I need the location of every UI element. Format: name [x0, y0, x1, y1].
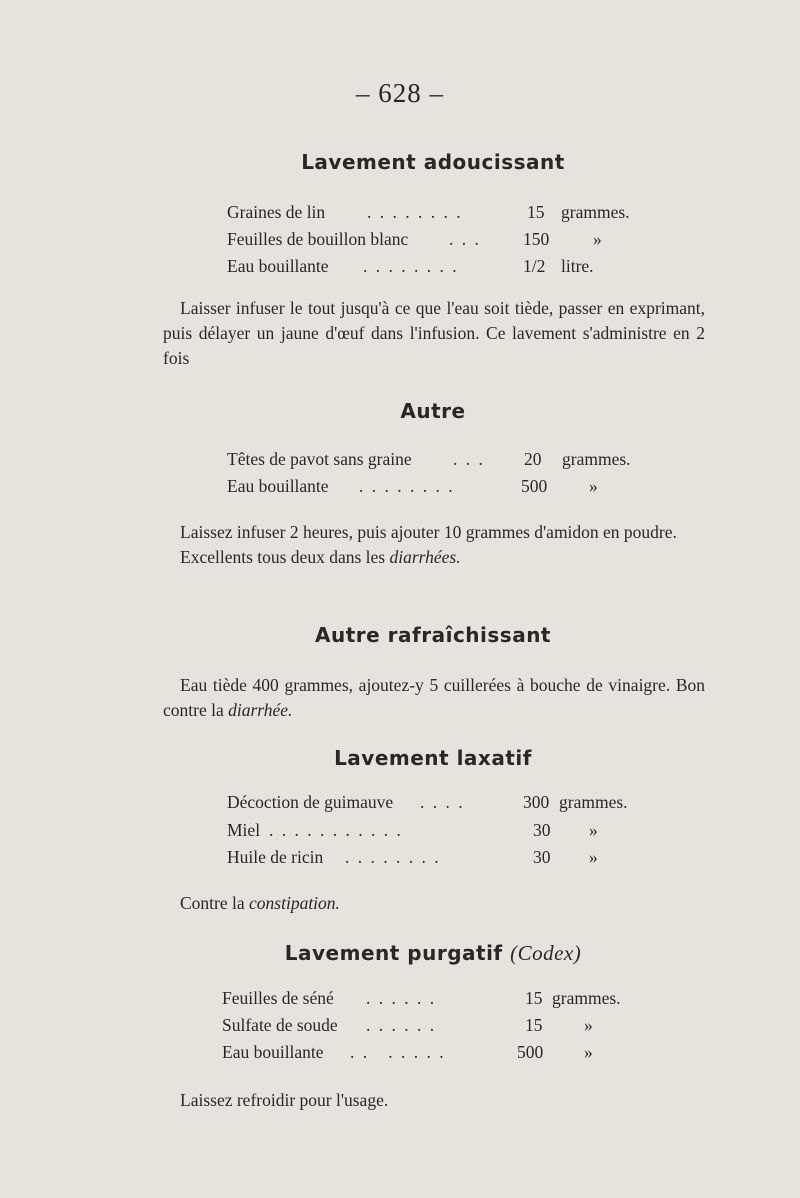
instruction-paragraph: [163, 1088, 705, 1113]
instruction-text: Contre la: [180, 893, 250, 913]
instruction-text: Laissez refroidir pour l'usage.: [180, 1090, 389, 1110]
condition-term: constipation.: [249, 893, 340, 913]
section-heading: [0, 941, 800, 966]
ingredient-unit: grammes.: [561, 202, 630, 222]
ingredient-quantity: 30: [533, 820, 551, 840]
ingredient-unit: litre.: [561, 256, 594, 276]
ingredient-quantity: 30: [533, 847, 551, 867]
section-heading-source: (Codex): [510, 941, 582, 965]
ingredient-name: Miel: [227, 820, 261, 840]
leader-dots: . . . . . . . .: [359, 476, 455, 496]
ingredient-name: Décoction de guimauve: [227, 792, 394, 812]
leader-dots: . . .: [453, 449, 485, 469]
ingredient-name: Eau bouillante: [222, 1042, 324, 1062]
ingredient-quantity: 20: [524, 449, 542, 469]
ingredient-unit: »: [593, 229, 602, 249]
leader-dots: . . . . . . . .: [367, 202, 463, 222]
condition-term: diarrhée.: [228, 700, 293, 720]
instruction-text: Eau tiède 400 grammes, ajoutez-y 5 cuillerées à bouche de vinaigre. Bon contre la: [163, 675, 705, 720]
ingredient-quantity: 15: [525, 1015, 543, 1035]
condition-term: diarrhées.: [389, 547, 461, 567]
ingredient-unit: »: [589, 476, 598, 496]
ingredient-name: Feuilles de séné: [222, 988, 334, 1008]
ingredient-quantity: 15: [525, 988, 543, 1008]
ingredient-unit: grammes.: [552, 988, 621, 1008]
section-heading: Autre: [400, 399, 466, 423]
ingredient-quantity: 300: [523, 792, 550, 812]
ingredient-unit: »: [589, 820, 598, 840]
ingredient-quantity: 1/2: [523, 256, 546, 276]
instruction-text: Laisser infuser le tout jusqu'à ce que l'eau soit tiède, passer en exprimant, puis délayer un jaune d'œuf dans l'infusion. Ce lavement s'administre en 2 fois: [163, 298, 705, 368]
ingredient-unit: grammes.: [559, 792, 628, 812]
ingredient-quantity: 15: [527, 202, 545, 222]
instruction-paragraph: [163, 296, 705, 371]
ingredient-unit: grammes.: [562, 449, 631, 469]
leader-dots: . . . . . . .: [350, 1042, 446, 1062]
section-heading: Autre rafraîchissant: [315, 623, 551, 647]
ingredient-unit: »: [589, 847, 598, 867]
instruction-paragraph: [163, 891, 705, 916]
leader-dots: . . . .: [420, 792, 465, 812]
ingredient-name: Feuilles de bouillon blanc: [227, 229, 409, 249]
ingredient-unit: »: [584, 1042, 593, 1062]
ingredient-quantity: 500: [517, 1042, 544, 1062]
ingredient-quantity: 500: [521, 476, 548, 496]
note-text: Excellents tous deux dans les: [180, 547, 390, 567]
instruction-paragraph: [163, 520, 705, 570]
leader-dots: . . . . . .: [366, 1015, 437, 1035]
ingredient-name: Graines de lin: [227, 202, 326, 222]
ingredient-name: Eau bouillante: [227, 476, 329, 496]
ingredient-name: Eau bouillante: [227, 256, 329, 276]
instruction-text: Laissez infuser 2 heures, puis ajouter 10 grammes d'amidon en poudre.: [180, 522, 677, 542]
section-heading: Lavement adoucissant: [301, 150, 565, 174]
leader-dots: . . . . . . . .: [345, 847, 441, 867]
ingredient-name: Têtes de pavot sans graine: [227, 449, 412, 469]
ingredient-name: Sulfate de soude: [222, 1015, 338, 1035]
instruction-paragraph: [163, 673, 705, 723]
section-heading-text: Lavement purgatif: [284, 941, 503, 965]
leader-dots: . . .: [449, 229, 481, 249]
leader-dots: . . . . . . . .: [363, 256, 459, 276]
section-heading: Lavement laxatif: [334, 746, 532, 770]
leader-dots: . . . . . .: [366, 988, 437, 1008]
ingredient-quantity: 150: [523, 229, 550, 249]
ingredient-unit: »: [584, 1015, 593, 1035]
ingredient-name: Huile de ricin: [227, 847, 324, 867]
page-number: – 628 –: [356, 78, 444, 108]
leader-dots: . . . . . . . . . . .: [269, 820, 403, 840]
